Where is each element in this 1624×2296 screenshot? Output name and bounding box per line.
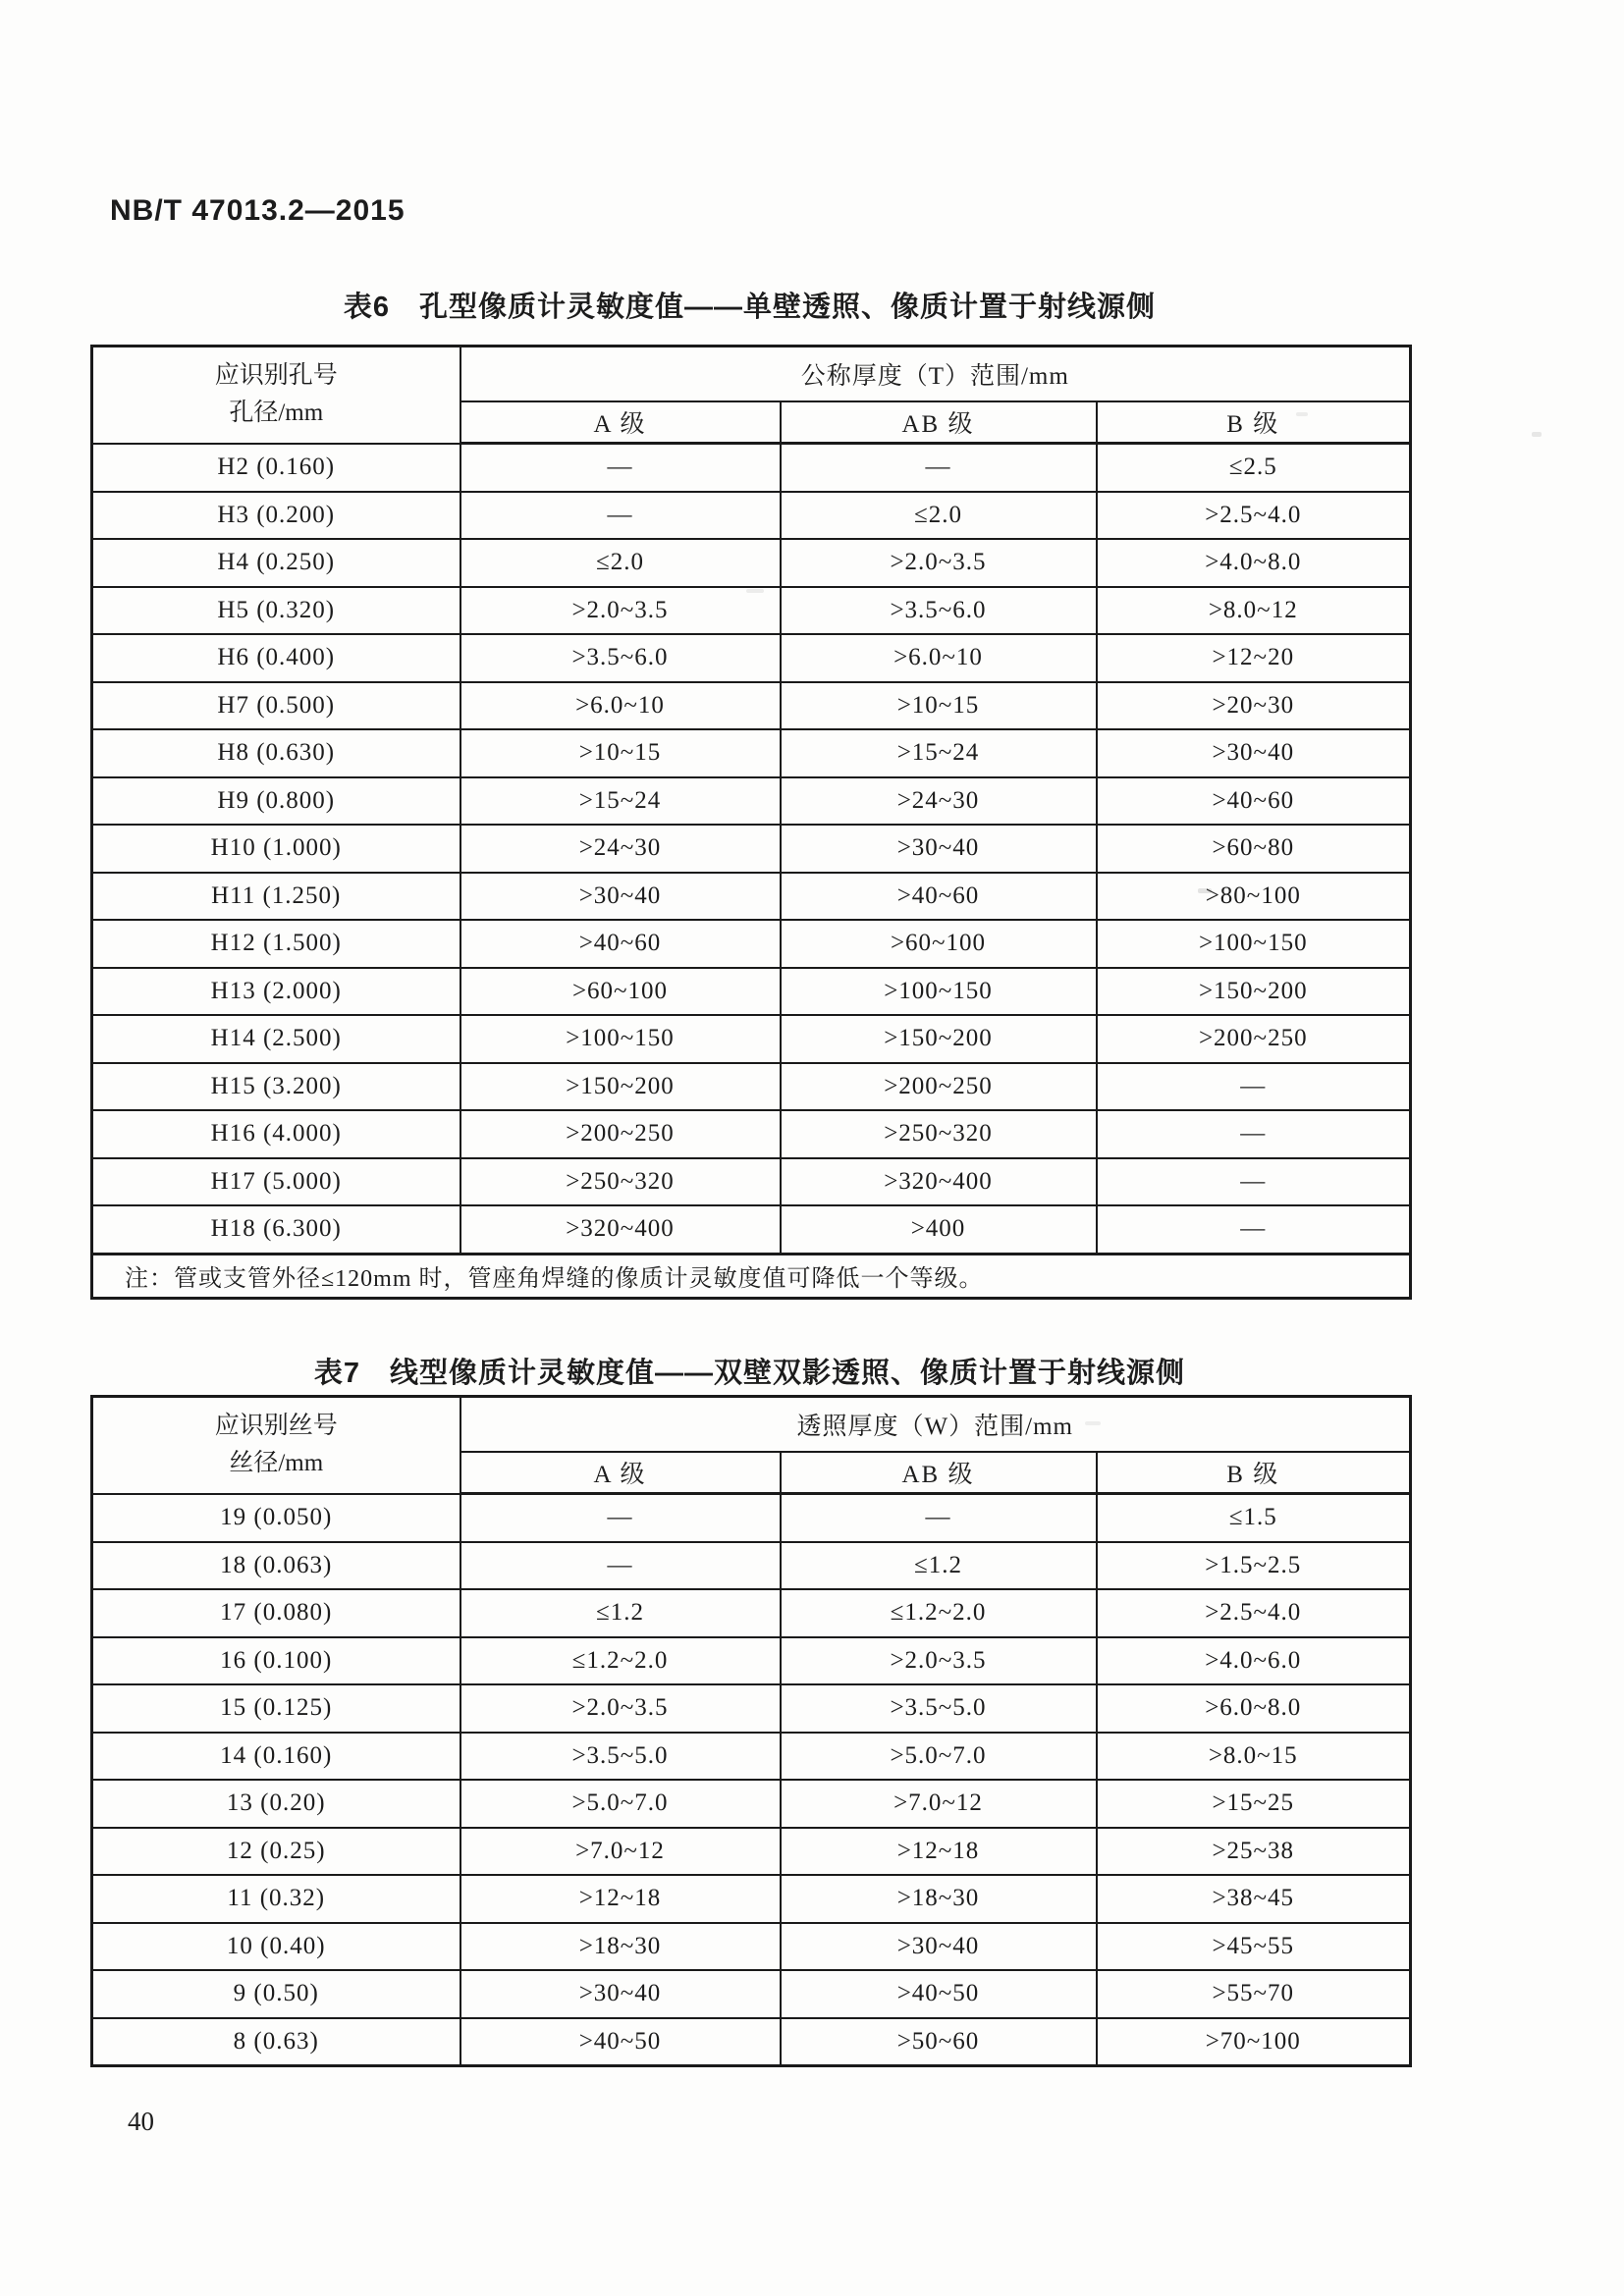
ab-cell: ≤2.0 <box>781 492 1097 540</box>
a-cell: >18~30 <box>460 1923 781 1971</box>
table7-col1-header <box>92 1397 460 1494</box>
hole-cell: H18 (6.300) <box>92 1205 460 1254</box>
ab-cell: >30~40 <box>781 825 1097 873</box>
ab-cell: >50~60 <box>781 2018 1097 2066</box>
b-cell: ≤1.5 <box>1097 1494 1411 1542</box>
col1-header-line1: 应识别孔号 <box>214 361 338 389</box>
a-cell: >2.0~3.5 <box>460 1684 781 1733</box>
table-row <box>92 1780 1411 1828</box>
table-row <box>92 1110 1411 1158</box>
b-cell: ≤2.5 <box>1097 444 1411 492</box>
table7-wire-type-iqi <box>90 1395 1412 2067</box>
table-row <box>92 729 1411 777</box>
table7-header-row1 <box>92 1397 1411 1453</box>
a-cell: >320~400 <box>460 1205 781 1254</box>
table6-note: 注：管或支管外径≤120mm 时，管座角焊缝的像质计灵敏度值可降低一个等级。 <box>92 1254 1411 1298</box>
ab-cell: >150~200 <box>781 1015 1097 1063</box>
a-cell: >12~18 <box>460 1875 781 1923</box>
hole-cell: H17 (5.000) <box>92 1158 460 1206</box>
a-cell: >3.5~6.0 <box>460 634 781 682</box>
a-cell: — <box>460 1542 781 1590</box>
a-cell: >150~200 <box>460 1063 781 1111</box>
col1-header-line1: 应识别丝号 <box>214 1412 338 1439</box>
a-cell: >7.0~12 <box>460 1828 781 1876</box>
a-cell: >6.0~10 <box>460 682 781 730</box>
a-cell: >15~24 <box>460 777 781 826</box>
wire-cell: 8 (0.63) <box>92 2018 460 2066</box>
b-cell: >45~55 <box>1097 1923 1411 1971</box>
grade-a-header: A 级 <box>460 401 781 444</box>
table-row <box>92 1494 1411 1542</box>
table-row <box>92 1015 1411 1063</box>
b-cell: >30~40 <box>1097 729 1411 777</box>
b-cell: >1.5~2.5 <box>1097 1542 1411 1590</box>
table-row <box>92 1542 1411 1590</box>
a-cell: ≤2.0 <box>460 539 781 587</box>
a-cell: >30~40 <box>460 873 781 921</box>
wire-cell: 12 (0.25) <box>92 1828 460 1876</box>
b-cell: >100~150 <box>1097 920 1411 968</box>
ab-cell: >24~30 <box>781 777 1097 826</box>
ab-cell: — <box>781 444 1097 492</box>
hole-cell: H15 (3.200) <box>92 1063 460 1111</box>
ab-cell: >40~50 <box>781 1970 1097 2018</box>
b-cell: — <box>1097 1205 1411 1254</box>
hole-cell: H12 (1.500) <box>92 920 460 968</box>
ab-cell: >3.5~6.0 <box>781 587 1097 635</box>
hole-cell: H11 (1.250) <box>92 873 460 921</box>
b-cell: — <box>1097 1063 1411 1111</box>
table-row <box>92 1828 1411 1876</box>
wire-cell: 17 (0.080) <box>92 1589 460 1637</box>
b-cell: >25~38 <box>1097 1828 1411 1876</box>
wire-cell: 18 (0.063) <box>92 1542 460 1590</box>
ab-cell: >100~150 <box>781 968 1097 1016</box>
ab-cell: >7.0~12 <box>781 1780 1097 1828</box>
b-cell: >55~70 <box>1097 1970 1411 2018</box>
b-cell: >2.5~4.0 <box>1097 492 1411 540</box>
a-cell: >200~250 <box>460 1110 781 1158</box>
col1-header-line2: 孔径/mm <box>229 400 324 427</box>
table-row <box>92 539 1411 587</box>
b-cell: >40~60 <box>1097 777 1411 826</box>
ab-cell: >12~18 <box>781 1828 1097 1876</box>
a-cell: — <box>460 444 781 492</box>
table-row <box>92 1875 1411 1923</box>
table6-hole-type-iqi <box>90 345 1412 1300</box>
table-row <box>92 968 1411 1016</box>
hole-cell: H3 (0.200) <box>92 492 460 540</box>
doc-number: NB/T 47013.2—2015 <box>110 194 406 227</box>
table-row <box>92 920 1411 968</box>
ab-cell: >2.0~3.5 <box>781 539 1097 587</box>
table-row <box>92 1970 1411 2018</box>
wire-cell: 9 (0.50) <box>92 1970 460 2018</box>
ab-cell: >18~30 <box>781 1875 1097 1923</box>
ab-cell: ≤1.2~2.0 <box>781 1589 1097 1637</box>
col1-header-line2: 丝径/mm <box>229 1450 324 1477</box>
b-cell: >12~20 <box>1097 634 1411 682</box>
table-row <box>92 777 1411 826</box>
b-cell: >8.0~15 <box>1097 1733 1411 1781</box>
a-cell: >40~50 <box>460 2018 781 2066</box>
hole-cell: H6 (0.400) <box>92 634 460 682</box>
table-row <box>92 587 1411 635</box>
a-cell: >40~60 <box>460 920 781 968</box>
b-cell: >38~45 <box>1097 1875 1411 1923</box>
wire-cell: 15 (0.125) <box>92 1684 460 1733</box>
wire-cell: 14 (0.160) <box>92 1733 460 1781</box>
a-cell: >5.0~7.0 <box>460 1780 781 1828</box>
ab-cell: >400 <box>781 1205 1097 1254</box>
table7-span-header: 透照厚度（W）范围/mm <box>460 1397 1411 1453</box>
wire-cell: 13 (0.20) <box>92 1780 460 1828</box>
hole-cell: H5 (0.320) <box>92 587 460 635</box>
ab-cell: >200~250 <box>781 1063 1097 1111</box>
a-cell: ≤1.2~2.0 <box>460 1637 781 1685</box>
wire-cell: 10 (0.40) <box>92 1923 460 1971</box>
table-row <box>92 444 1411 492</box>
a-cell: >250~320 <box>460 1158 781 1206</box>
b-cell: >150~200 <box>1097 968 1411 1016</box>
table-row <box>92 492 1411 540</box>
ab-cell: ≤1.2 <box>781 1542 1097 1590</box>
ab-cell: >30~40 <box>781 1923 1097 1971</box>
ab-cell: >10~15 <box>781 682 1097 730</box>
b-cell: >2.5~4.0 <box>1097 1589 1411 1637</box>
hole-cell: H7 (0.500) <box>92 682 460 730</box>
a-cell: >2.0~3.5 <box>460 587 781 635</box>
a-cell: >24~30 <box>460 825 781 873</box>
b-cell: >4.0~6.0 <box>1097 1637 1411 1685</box>
wire-cell: 19 (0.050) <box>92 1494 460 1542</box>
table-row <box>92 1063 1411 1111</box>
table-row <box>92 1733 1411 1781</box>
hole-cell: H10 (1.000) <box>92 825 460 873</box>
hole-cell: H16 (4.000) <box>92 1110 460 1158</box>
hole-cell: H14 (2.500) <box>92 1015 460 1063</box>
b-cell: >4.0~8.0 <box>1097 539 1411 587</box>
table-row <box>92 825 1411 873</box>
b-cell: >15~25 <box>1097 1780 1411 1828</box>
b-cell: >8.0~12 <box>1097 587 1411 635</box>
b-cell: >80~100 <box>1097 873 1411 921</box>
table-row <box>92 682 1411 730</box>
a-cell: >60~100 <box>460 968 781 1016</box>
table-row <box>92 634 1411 682</box>
grade-b-header: B 级 <box>1097 1452 1411 1494</box>
b-cell: — <box>1097 1158 1411 1206</box>
b-cell: >20~30 <box>1097 682 1411 730</box>
table6-note-row <box>92 1254 1411 1298</box>
grade-a-header: A 级 <box>460 1452 781 1494</box>
b-cell: >200~250 <box>1097 1015 1411 1063</box>
a-cell: >3.5~5.0 <box>460 1733 781 1781</box>
a-cell: — <box>460 492 781 540</box>
a-cell: ≤1.2 <box>460 1589 781 1637</box>
hole-cell: H13 (2.000) <box>92 968 460 1016</box>
ab-cell: >15~24 <box>781 729 1097 777</box>
table-row <box>92 1637 1411 1685</box>
table-row <box>92 1684 1411 1733</box>
ab-cell: >5.0~7.0 <box>781 1733 1097 1781</box>
table-row <box>92 2018 1411 2066</box>
b-cell: >60~80 <box>1097 825 1411 873</box>
scan-smudge <box>1532 432 1542 437</box>
table-row <box>92 1205 1411 1254</box>
table6-span-header: 公称厚度（T）范围/mm <box>460 347 1411 402</box>
ab-cell: >40~60 <box>781 873 1097 921</box>
wire-cell: 11 (0.32) <box>92 1875 460 1923</box>
b-cell: >70~100 <box>1097 2018 1411 2066</box>
a-cell: >10~15 <box>460 729 781 777</box>
table7-title: 表7 线型像质计灵敏度值——双壁双影透照、像质计置于射线源侧 <box>313 1358 1186 1389</box>
grade-b-header: B 级 <box>1097 401 1411 444</box>
table-row <box>92 1158 1411 1206</box>
hole-cell: H8 (0.630) <box>92 729 460 777</box>
table-row <box>92 873 1411 921</box>
b-cell: >6.0~8.0 <box>1097 1684 1411 1733</box>
wire-cell: 16 (0.100) <box>92 1637 460 1685</box>
b-cell: — <box>1097 1110 1411 1158</box>
ab-cell: >320~400 <box>781 1158 1097 1206</box>
grade-ab-header: AB 级 <box>781 401 1097 444</box>
ab-cell: — <box>781 1494 1097 1542</box>
table6-col1-header <box>92 347 460 444</box>
grade-ab-header: AB 级 <box>781 1452 1097 1494</box>
a-cell: >100~150 <box>460 1015 781 1063</box>
hole-cell: H9 (0.800) <box>92 777 460 826</box>
hole-cell: H4 (0.250) <box>92 539 460 587</box>
ab-cell: >3.5~5.0 <box>781 1684 1097 1733</box>
table6-header-row1 <box>92 347 1411 402</box>
ab-cell: >250~320 <box>781 1110 1097 1158</box>
ab-cell: >2.0~3.5 <box>781 1637 1097 1685</box>
a-cell: >30~40 <box>460 1970 781 2018</box>
table6-title: 表6 孔型像质计灵敏度值——单壁透照、像质计置于射线源侧 <box>343 292 1157 323</box>
table-row <box>92 1589 1411 1637</box>
ab-cell: >60~100 <box>781 920 1097 968</box>
table-row <box>92 1923 1411 1971</box>
page-number: 40 <box>128 2107 154 2136</box>
hole-cell: H2 (0.160) <box>92 444 460 492</box>
a-cell: — <box>460 1494 781 1542</box>
ab-cell: >6.0~10 <box>781 634 1097 682</box>
